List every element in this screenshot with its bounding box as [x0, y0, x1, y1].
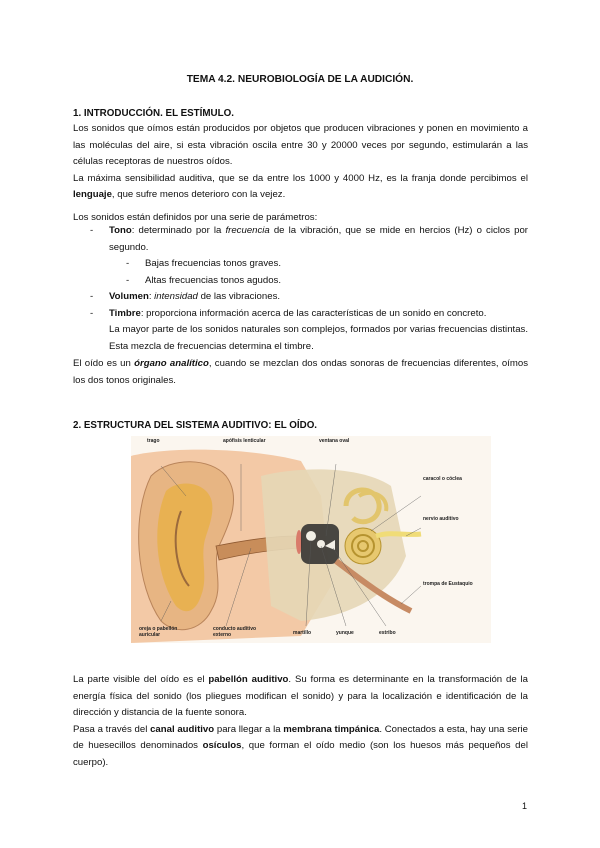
label-apofisis: apófisis lenticular [223, 438, 266, 444]
section-1-intro [73, 121, 528, 204]
label-conducto: conducto auditivo externo [213, 626, 257, 638]
paragraph-parameters-intro: Los sonidos están definidos por una serie de parámetros: [73, 212, 318, 223]
page-number: 1 [521, 801, 527, 811]
paragraph-vibrations: Los sonidos que oímos están producidos por objetos que producen vibraciones y ponen en movimiento a las moléculas del aire, si esta vibración oscila entre 30 y 20000 veces por segundo, estimularán a las células receptoras de nuestros oídos. [73, 123, 528, 167]
list-item-volumen: - Volumen: intensidad de las vibraciones. [90, 291, 281, 302]
label-nervio: nervio auditivo [423, 516, 459, 522]
auditory-nerve [376, 534, 421, 536]
label-trago: trago [147, 438, 160, 444]
list-subitem-low: - Bajas frecuencias tonos graves. [126, 258, 281, 269]
label-oreja: oreja o pabellón auricular [139, 626, 178, 638]
timbre-explanation: La mayor parte de los sonidos naturales son complejos, formados por varias frecuencias distintas. Esta mezcla de frecuencias determina el timbre. [109, 324, 528, 352]
paragraph-pabellon: La parte visible del oído es el pabellón auditivo. Su forma es determinante en la transformación de la energía física del sonido (los pliegues modifican el sonido) y para la localización e identificación de la dirección y distancia de la fuente sonora. [73, 674, 528, 718]
list-item-tono: - Tono: determinado por la frecuencia de la vibración, que se mide en hercios (Hz) o ciclos por segundo. [90, 225, 528, 253]
label-caracol: caracol o cóclea [423, 476, 462, 482]
section-2-heading: 2. ESTRUCTURA DEL SISTEMA AUDITIVO: EL OÍDO. [73, 420, 318, 431]
label-trompa: trompa de Eustaquio [423, 581, 473, 587]
paragraph-sensitivity: La máxima sensibilidad auditiva, que se da entre los 1000 y 4000 Hz, es la franja donde percibimos el lenguaje, que sufre menos deterioro con la vejez. [73, 172, 528, 200]
cochlea [345, 528, 381, 564]
list-subitem-high: - Altas frecuencias tonos agudos. [126, 274, 281, 286]
section-1-heading: 1. INTRODUCCIÓN. EL ESTÍMULO. [73, 108, 234, 119]
label-martillo: martillo [293, 630, 312, 636]
ear-anatomy-figure [131, 436, 491, 643]
ear-illustration [131, 436, 491, 643]
label-ventana-oval: ventana oval [319, 438, 350, 444]
parameters-list [90, 223, 528, 355]
page-title: TEMA 4.2. NEUROBIOLOGÍA DE LA AUDICIÓN. [186, 74, 414, 85]
list-item-timbre: - Timbre: proporciona información acerca de las características de un sonido en concreto. [90, 307, 487, 319]
malleus [306, 531, 316, 541]
incus [317, 540, 325, 548]
label-yunque: yunque [336, 630, 354, 636]
paragraph-analytic-organ: El oído es un órgano analítico, cuando se mezclan dos ondas sonoras de frecuencias diferentes, oímos los dos tonos originales. [73, 358, 529, 386]
label-estribo: estribo [379, 630, 396, 636]
paragraph-canal: Pasa a través del canal auditivo para llegar a la membrana timpánica. Conectados a esta, hay una serie de huesecillos denominados osículos, que forman el oído medio (son los huesos más pequeños del cuerpo). [73, 723, 528, 768]
section-2-text [73, 672, 528, 771]
